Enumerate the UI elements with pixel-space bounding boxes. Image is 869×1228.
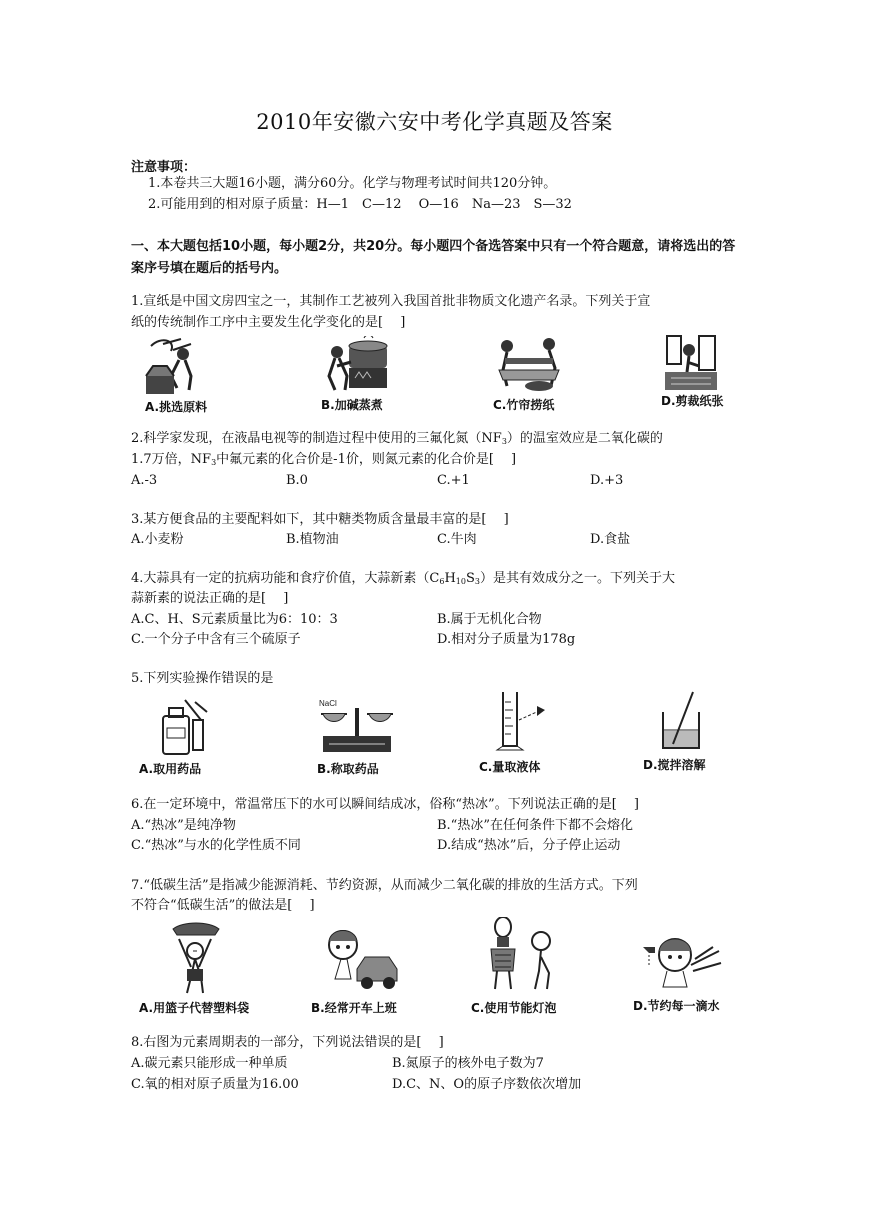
q7-caption-d: D.节约每一滴水 xyxy=(633,999,720,1013)
q4-stem-line1: 4.大蒜具有一定的抗病功能和食疗价值，大蒜新素$(C_6H_{10}S_3)$是其有效成分之一。下列关于大 xyxy=(131,571,675,586)
q8-option-d: D.C、N、O的原子序数依次增加 xyxy=(392,1077,582,1092)
q1-caption-c: C.竹帘捞纸 xyxy=(493,398,555,412)
q7-stem-line1: 7.“低碳生活”是指减少能源消耗、节约资源，从而减少二氧化碳的排放的生活方式。下列 xyxy=(131,878,638,893)
notice-item-1: 1.本卷共三大题16小题，满分60分。化学与物理考试时间共120分钟。 xyxy=(148,176,557,191)
q1-stem-line2: 纸的传统制作工序中主要发生化学变化的是[ ] xyxy=(131,315,406,330)
section-heading: 一、本大题包括10小题，每小题2分，共20分。每小题四个备选答案中只有一个符合题意，请将选出的答案序号填在题后的括号内。 xyxy=(131,239,736,276)
q2-option-c: C.+1 xyxy=(437,473,470,488)
q8-stem-line1: 8.右图为元素周期表的一部分，下列说法错误的是[ ] xyxy=(131,1035,444,1050)
q5-caption-c: C.量取液体 xyxy=(479,760,541,774)
q4-stem-line2: 蒜新素的说法正确的是[ ] xyxy=(131,591,289,606)
q5-caption-b: B.称取药品 xyxy=(317,762,379,776)
q1-caption-a: A.挑选原料 xyxy=(145,400,208,414)
q3-option-c: C.牛肉 xyxy=(437,532,477,547)
q8-option-c: C.氧的相对原子质量为16.00 xyxy=(131,1077,299,1092)
notice-heading: 注意事项： xyxy=(131,160,197,175)
q2-option-a: A.-3 xyxy=(131,473,158,488)
water-saving-girl-illustration xyxy=(639,929,725,991)
q7-caption-b: B.经常开车上班 xyxy=(311,1001,397,1015)
q8-option-a: A.碳元素只能形成一种单质 xyxy=(131,1056,288,1071)
q5-caption-a: A.取用药品 xyxy=(139,762,202,776)
q4-option-a: A.C、H、S元素质量比为6：10：3 xyxy=(131,612,338,627)
q6-option-b: B.“热冰”在任何条件下都不会熔化 xyxy=(437,818,633,833)
basket-person-illustration xyxy=(169,921,223,995)
q6-option-c: C.“热冰”与水的化学性质不同 xyxy=(131,838,301,853)
reagent-bottle-illustration xyxy=(155,698,215,756)
q6-option-a: A.“热冰”是纯净物 xyxy=(131,818,236,833)
q4-option-d: D.相对分子质量为178g xyxy=(437,632,576,647)
stirring-beaker-illustration xyxy=(655,690,711,752)
q5-images xyxy=(131,690,741,780)
steaming-pot-illustration xyxy=(319,336,394,396)
q3-option-b: B.植物油 xyxy=(286,532,339,547)
cutting-paper-illustration xyxy=(661,334,721,394)
q2-option-d: D.+3 xyxy=(590,473,624,488)
q7-caption-c: C.使用节能灯泡 xyxy=(471,1001,557,1015)
q2-stem-line1: 2.科学家发现，在液晶电视等的制造过程中使用的三氟化氮$(NF_3)$的温室效应是二氧化碳的 xyxy=(131,431,663,446)
q6-option-d: D.结成“热冰”后，分子停止运动 xyxy=(437,838,621,853)
q7-images xyxy=(131,917,741,1017)
notice-item-2: 2.可能用到的相对原子质量：H—1 C—12 O—16 Na—23 S—32 xyxy=(148,197,572,212)
q1-stem-line1: 1.宣纸是中国文房四宝之一，其制作工艺被列入我国首批非物质文化遗产名录。下列关于宣 xyxy=(131,294,651,309)
q5-caption-d: D.搅拌溶解 xyxy=(643,758,706,772)
sorting-materials-illustration xyxy=(141,336,211,398)
girl-car-illustration xyxy=(317,927,401,993)
q3-option-a: A.小麦粉 xyxy=(131,532,184,547)
q7-stem-line2: 不符合“低碳生活”的做法是[ ] xyxy=(131,898,315,913)
q3-option-d: D.食盐 xyxy=(590,532,631,547)
q1-caption-b: B.加碱蒸煮 xyxy=(321,398,383,412)
q2-option-b: B.0 xyxy=(286,473,308,488)
q1-caption-d: D.剪裁纸张 xyxy=(661,394,724,408)
graduated-cylinder-illustration xyxy=(491,690,561,752)
bulb-people-illustration xyxy=(483,917,563,991)
q4-option-c: C.一个分子中含有三个硫原子 xyxy=(131,632,301,647)
balance-scale-illustration xyxy=(317,694,397,758)
q1-images xyxy=(131,334,741,414)
q6-stem-line1: 6.在一定环境中，常温常压下的水可以瞬间结成冰，俗称“热冰”。下列说法正确的是[ ] xyxy=(131,797,639,812)
q7-caption-a: A.用篮子代替塑料袋 xyxy=(139,1001,250,1015)
scooping-paper-illustration xyxy=(489,336,569,394)
page-title: 2010年安徽六安中考化学真题及答案 xyxy=(256,110,613,134)
q8-option-b: B.氮原子的核外电子数为7 xyxy=(392,1056,544,1071)
q3-stem-line1: 3.某方便食品的主要配料如下，其中糖类物质含量最丰富的是[ ] xyxy=(131,512,509,527)
q4-option-b: B.属于无机化合物 xyxy=(437,612,542,627)
nacl-label: NaCl xyxy=(319,699,337,708)
q2-stem-line2: 1.7万倍，$NF_3$中氟元素的化合价是-1价，则氮元素的化合价是[ ] xyxy=(131,452,517,467)
q5-stem-line1: 5.下列实验操作错误的是 xyxy=(131,671,274,686)
